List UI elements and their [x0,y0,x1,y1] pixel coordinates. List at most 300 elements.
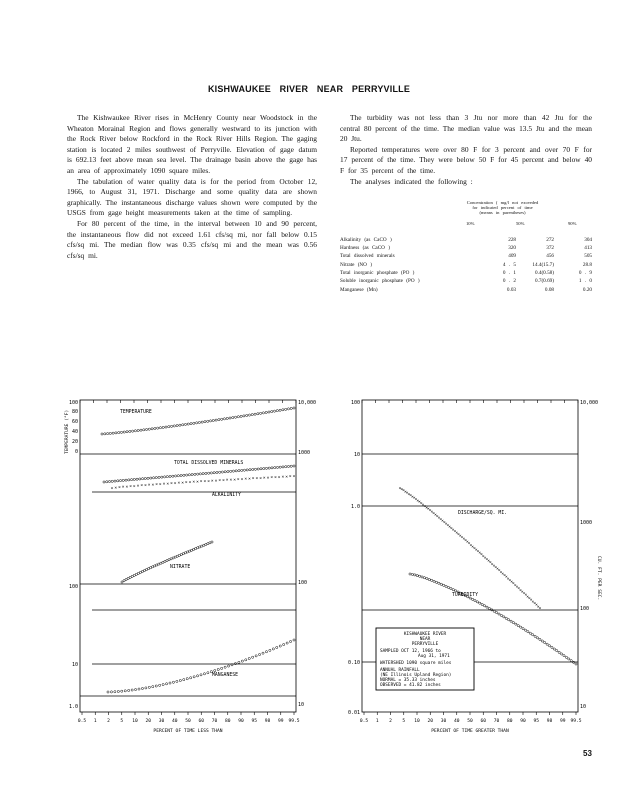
temperature-point [276,410,278,412]
tdm-point [271,467,273,469]
table-column-headers [340,219,592,236]
legend-line3: PERRYVILLE [411,642,439,647]
manganese-point [283,643,285,645]
manganese-point [107,691,109,693]
tdm-point [290,465,292,467]
discharge-point: × [508,578,512,584]
x-tick-label: 90 [238,719,244,724]
discharge-point: × [536,604,540,610]
turbidity-point [503,616,505,618]
discharge-point: × [439,517,443,523]
temperature-point [190,423,192,425]
tdm-point [163,476,165,478]
turbidity-point [483,605,485,607]
left-x-axis-label: PERCENT OF TIME LESS THAN [153,729,223,734]
discharge-point: × [476,549,480,555]
discharge-point: × [462,537,466,543]
manganese-point [207,672,209,674]
alkalinity-point: × [192,480,196,486]
tdm-point [243,469,245,471]
temperature-point [204,421,206,423]
tdm-point [276,466,278,468]
temperature-point [254,413,256,415]
tdm-point [186,474,188,476]
mgl-tick-100: 100 [68,584,78,590]
discharge-point: × [487,559,490,565]
legend-line4: SAMPLED OCT 12, 1966 to [380,649,441,654]
manganese-point [128,689,130,691]
table-row [340,261,592,269]
x-tick-label: 0.5 [77,719,87,724]
alkalinity-point: × [229,477,233,483]
column-header-50: 50% [516,221,525,227]
right-x-axis-label: PERCENT OF TIME GREATER THAN [431,729,509,734]
temperature-point [207,420,209,422]
temperature-point [184,423,186,425]
x-tick-label: 5 [402,719,406,724]
manganese-point [255,655,257,657]
turbidity-point [551,646,553,648]
tdm-point [108,480,110,482]
turbidity-point [455,590,457,592]
turbidity-point [560,653,562,655]
rp-tick-010: 0.10 [347,660,360,666]
legend-line10: OBSERVED = 41.82 inches [380,683,441,688]
x-tick-label: 1 [93,719,97,724]
alkalinity-point: × [251,476,255,482]
temperature-point [187,423,189,425]
alkalinity-point: × [114,485,118,491]
manganese-point [217,668,219,670]
label-nitrate: NITRATE [170,565,191,570]
alkalinity-point: × [136,483,140,489]
temperature-point [151,428,153,430]
x-tick-label: 60 [480,719,487,724]
right-tick-10: 10 [298,702,305,708]
discharge-point: × [501,571,505,577]
temperature-axis-label: TEMPERATURE (°F) [65,409,70,454]
temperature-point [104,433,106,435]
x-tick-label: 40 [453,719,460,724]
manganese-point [183,679,185,681]
discharge-point: × [402,488,405,494]
manganese-point [159,684,161,686]
tdm-point [152,477,154,479]
manganese-point [117,690,119,692]
manganese-point [190,677,192,679]
mgl-tick-1: 1.0 [68,704,78,710]
alkalinity-point: × [233,477,236,483]
discharge-point: × [520,589,524,595]
tdm-point [238,470,240,472]
temp-tick-100: 100 [68,400,78,406]
discharge-point: × [499,570,503,576]
right-tick-10000: 10,000 [298,400,317,406]
temperature-point [198,421,200,423]
temperature-point [240,415,242,417]
tdm-point [117,480,119,482]
legend-line9: NORMAL = 35.33 inches [380,678,436,683]
manganese-point [265,651,267,653]
tdm-point [172,475,174,477]
alkalinity-point: × [181,480,184,486]
tdm-point [293,465,295,467]
manganese-point [224,666,226,668]
temperature-point [237,416,239,418]
manganese-point [131,689,133,691]
turbidity-point [500,614,502,616]
turbidity-point [520,626,522,628]
turbidity-point [428,578,430,580]
manganese-point [138,688,140,690]
turbidity-point [544,642,546,644]
temperature-point [209,420,211,422]
manganese-point [141,687,143,689]
turbidity-point [411,573,413,575]
alkalinity-point: × [236,477,240,483]
temperature-point [132,430,134,432]
alkalinity-point: × [207,479,210,485]
tdm-point [249,469,251,471]
turbidity-point [541,640,543,642]
alkalinity-point: × [262,476,266,482]
turbidity-point [421,576,423,578]
alkalinity-point: × [177,481,181,487]
tdm-point [252,468,254,470]
temperature-point [137,429,139,431]
tdm-point [205,472,207,474]
temperature-point [145,428,147,430]
alkalinity-point: × [158,482,162,488]
label-temperature: TEMPERATURE [120,410,152,415]
manganese-point [245,659,247,661]
x-tick-label: 95 [533,719,540,724]
x-tick-label: 2 [107,719,110,724]
discharge-point: × [423,504,427,510]
tdm-point [246,469,248,471]
discharge-point: × [400,487,404,493]
temperature-point [173,425,175,427]
discharge-point: × [416,498,420,504]
discharge-point: × [471,544,475,550]
manganese-point [121,690,123,692]
value-90: 1 . 0 [578,278,592,285]
tdm-point [125,479,127,481]
alkalinity-point: × [184,480,188,486]
manganese-point [179,679,181,681]
turbidity-point [488,607,490,609]
row-label: Soluble inorganic phosphate (PO ) [340,278,420,285]
tdm-point [268,467,270,469]
x-tick-label: 30 [158,719,165,724]
right-text-column [340,113,592,294]
temperature-point [287,408,289,410]
turbidity-point [474,599,476,601]
temperature-point [159,427,161,429]
turbidity-point [438,582,440,584]
discharge-point: × [455,530,459,536]
turbidity-point [476,601,478,603]
value-10: 4 . 5 [502,261,516,268]
table-caption-line2: for indicated percent of time [472,205,533,211]
x-tick-label: 50 [185,719,191,724]
x-tick-label: 5 [120,719,124,724]
alkalinity-point: × [274,475,277,481]
temperature-point [234,416,236,418]
turbidity-point [565,656,567,658]
discharge-point: × [451,527,455,533]
manganese-point [124,690,126,692]
temperature-point [196,422,198,424]
turbidity-point [532,634,534,636]
turbidity-point [409,573,411,575]
alkalinity-point: × [255,476,259,482]
x-tick-label: 1 [375,719,379,724]
temperature-point [279,409,281,411]
table-row [340,236,592,244]
temperature-point [126,431,128,433]
x-tick-label: 95 [251,719,258,724]
turbidity-point [534,635,536,637]
alkalinity-point: × [199,479,203,485]
temperature-point [148,428,150,430]
tdm-point [263,467,265,469]
turbidity-point [529,632,531,634]
turbidity-point [450,587,452,589]
tdm-point [241,469,243,471]
discharge-point: × [444,521,448,527]
paragraph-analyses: The analyses indicated the following : [350,176,473,186]
discharge-point: × [398,486,402,492]
discharge-point: × [434,512,437,518]
nitrate-point [211,541,213,543]
tdm-point [122,479,124,481]
value-90: 0 . 9 [578,269,592,276]
tdm-point [177,475,179,477]
temperature-point [232,416,234,418]
row-label: Manganese (Mn) [340,286,378,293]
discharge-point: × [524,593,528,599]
discharge-point: × [528,596,531,602]
temp-tick-80: 80 [71,409,78,415]
x-tick-label: 99.5 [288,719,300,724]
temperature-point [282,409,284,411]
x-tick-label: 80 [506,719,513,724]
x-tick-label: 20 [427,719,434,724]
temperature-point [157,427,159,429]
alkalinity-point: × [110,486,114,492]
turbidity-point [496,612,498,614]
turbidity-point [568,658,570,660]
discharge-point: × [474,547,478,553]
manganese-point [221,667,223,669]
page-title: KISHWAUKEE RIVER NEAR PERRYVILLE [207,84,411,94]
turbidity-point [431,579,433,581]
temperature-point [129,430,131,432]
turbidity-point [505,617,507,619]
discharge-point: × [489,560,492,566]
label-total-dissolved-minerals: TOTAL DISSOLVED MINERALS [174,461,244,466]
discharge-point: × [494,565,498,571]
tdm-point [128,479,130,481]
tdm-point [180,474,182,476]
tdm-point [139,478,141,480]
temperature-point [115,432,117,434]
turbidity-point [423,577,425,579]
discharge-point: × [432,511,436,517]
discharge-point: × [458,533,462,539]
discharge-point: × [496,567,499,573]
tdm-point [144,477,146,479]
discharge-point: × [519,588,522,594]
temperature-point [218,419,220,421]
tdm-point [282,466,284,468]
tdm-point [161,476,163,478]
table-row [340,269,592,277]
alkalinity-point: × [225,478,229,484]
manganese-point [227,665,229,667]
discharge-point: × [529,598,533,604]
table-caption-line3: (means in parentheses) [479,210,526,216]
alkalinity-point: × [162,482,166,488]
alkalinity-point: × [151,482,155,488]
turbidity-point [445,585,447,587]
turbidity-point [440,583,442,585]
discharge-point: × [464,538,467,544]
turbidity-point [452,589,454,591]
turbidity-point [479,602,481,604]
value-50: 272 [546,236,554,243]
discharge-point: × [409,493,412,499]
alkalinity-point: × [144,483,147,489]
discharge-point: × [428,508,432,514]
manganese-point [145,687,147,689]
temperature-point [257,413,259,415]
value-10: 0 . 1 [502,269,516,276]
manganese-point [165,683,167,685]
temperature-point [271,410,273,412]
value-10: 409 [508,253,516,260]
left-quality-plot [62,396,334,736]
alkalinity-point: × [125,484,129,490]
manganese-point [286,642,288,644]
value-50: 14.4(15.7) [532,261,554,268]
label-turbidity: TURBIDITY [452,593,478,598]
tdm-point [158,476,160,478]
tdm-point [197,473,199,475]
discharge-point: × [481,554,485,560]
alkalinity-point: × [140,483,144,489]
discharge-point: × [403,489,407,495]
turbidity-point [481,603,483,605]
table-row [340,252,592,260]
temp-tick-40: 40 [71,429,78,435]
alkalinity-point: × [259,476,262,482]
temperature-point [112,432,114,434]
table-row [340,277,592,285]
discharge-point: × [407,492,411,498]
label-discharge: DISCHARGE/SQ. MI. [458,511,508,516]
turbidity-point [443,584,445,586]
x-tick-label: 99 [277,719,284,724]
tdm-point [219,471,221,473]
discharge-point: × [503,573,506,579]
value-10: 0.03 [506,286,516,293]
alkalinity-point: × [129,484,132,490]
temperature-point [106,433,108,435]
temperature-point [262,412,264,414]
manganese-point [258,653,260,655]
discharge-point: × [437,515,441,521]
turbidity-point [419,575,421,577]
tdm-point [150,477,152,479]
turbidity-point [435,581,437,583]
value-90: 505 [584,253,592,260]
manganese-point [176,680,178,682]
right-tick-100: 100 [298,580,308,586]
rp-right-tick-100: 100 [580,606,590,612]
alkalinity-point: × [173,481,177,487]
turbidity-point [486,606,488,608]
discharge-point: × [538,606,542,612]
alkalinity-point: × [214,478,218,484]
manganese-point [134,688,136,690]
x-tick-label: 98 [264,719,271,724]
tdm-point [285,466,287,468]
discharge-point: × [419,501,423,507]
page-number: 53 [583,749,592,758]
discharge-point: × [446,523,450,529]
label-alkalinity: ALKALINITY [212,493,241,498]
tdm-point [230,470,232,472]
temperature-point [260,412,262,414]
tdm-point [287,465,289,467]
temperature-point [285,408,287,410]
temperature-point [248,414,250,416]
tdm-point [279,466,281,468]
manganese-point [279,645,281,647]
alkalinity-point: × [121,485,125,491]
temperature-point [212,419,214,421]
tdm-point [213,472,215,474]
manganese-point [114,691,116,693]
tdm-point [169,475,171,477]
temperature-point [165,426,167,428]
x-tick-label: 99 [559,719,566,724]
discharge-point: × [426,507,430,513]
discharge-point: × [448,524,451,530]
manganese-point [186,678,188,680]
value-90: 0.20 [582,286,592,293]
tdm-point [130,479,132,481]
legend-line6: WATERSHED 1090 square miles [380,661,452,666]
analysis-table [340,236,592,294]
x-tick-label: 70 [211,719,218,724]
tdm-point [114,480,116,482]
tdm-point [260,468,262,470]
tdm-point [188,474,190,476]
turbidity-point [471,598,473,600]
discharge-point: × [483,555,487,561]
temperature-point [223,418,225,420]
discharge-point: × [465,540,469,546]
row-label: Alkalinity (as CaCO ) [340,236,392,243]
table-caption [340,200,592,215]
temperature-point [134,430,136,432]
x-tick-label: 0.5 [359,719,369,724]
temp-tick-60: 60 [71,419,78,425]
tdm-point [103,481,105,483]
